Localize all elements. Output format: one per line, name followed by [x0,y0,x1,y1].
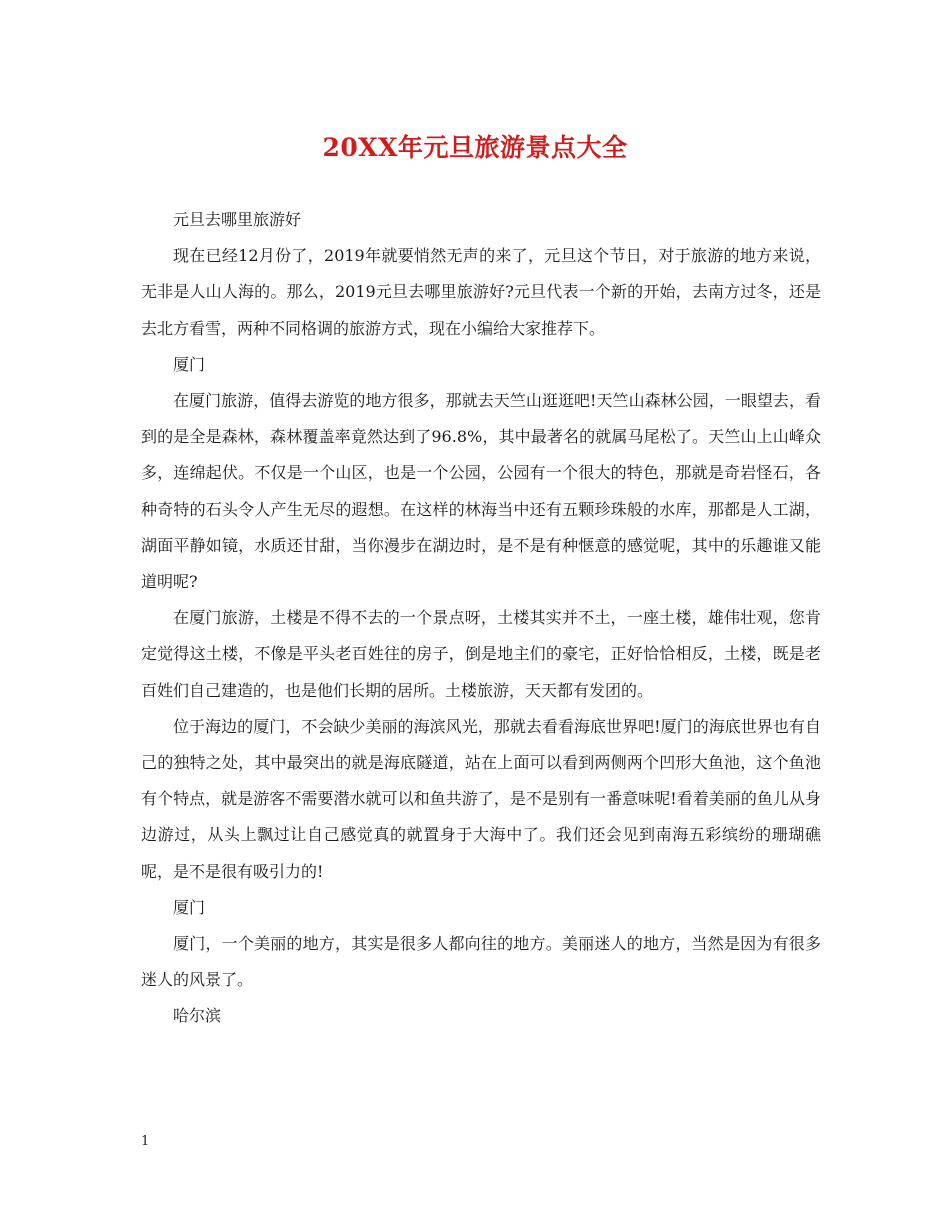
paragraph-tianzhushan: 在厦门旅游，值得去游览的地方很多，那就去天竺山逛逛吧!天竺山森林公园，一眼望去，看到的是全是森林，森林覆盖率竟然达到了96.8%，其中最著名的就属马尾松了。天竺山上山峰众多，连绵起伏。不仅是一个山区，也是一个公园，公园有一个很大的特色，那就是奇岩怪石，各种奇特的石头令人产生无尽的遐想。在这样的林海当中还有五颗珍珠般的水库，那都是人工湖，湖面平静如镜，水质还甘甜，当你漫步在湖边时，是不是有种惬意的感觉呢，其中的乐趣谁又能道明呢? [141,391,821,592]
paragraph-tulou: 在厦门旅游，土楼是不得不去的一个景点呀，土楼其实并不土，一座土楼，雄伟壮观，您肯定觉得这土楼，不像是平头老百姓往的房子，倒是地主们的豪宅，正好恰恰相反，土楼，既是老百姓们自己建造的，也是他们长期的居所。土楼旅游，天天都有发团的。 [141,608,821,700]
page-number: 1 [141,1134,150,1149]
paragraph-underwater-world: 位于海边的厦门，不会缺少美丽的海滨风光，那就去看看海底世界吧!厦门的海底世界也有自己的独特之处，其中最突出的就是海底隧道，站在上面可以看到两侧两个凹形大鱼池，这个鱼池有个特点，就是游客不需要潜水就可以和鱼共游了，是不是别有一番意味呢!看着美丽的鱼儿从身边游过，从头上飘过让自己感觉真的就置身于大海中了。我们还会见到南海五彩缤纷的珊瑚礁呢，是不是很有吸引力的! [141,716,821,881]
document-body [141,202,821,1035]
paragraph-harbin-heading: 哈尔滨 [173,1006,222,1026]
paragraph-xiamen-summary: 厦门，一个美丽的地方，其实是很多人都向往的地方。美丽迷人的地方，当然是因为有很多迷人的风景了。 [141,934,821,990]
paragraph-xiamen-heading-2: 厦门 [173,897,206,917]
paragraph-intro: 现在已经12月份了，2019年就要悄然无声的来了，元旦这个节日，对于旅游的地方来说，无非是人山人海的。那么，2019元旦去哪里旅游好?元旦代表一个新的开始，去南方过冬，还是去北方看雪，两种不同格调的旅游方式，现在小编给大家推荐下。 [141,246,821,338]
paragraph-xiamen-heading: 厦门 [173,354,206,374]
document-title: 20XX年元旦旅游景点大全 [322,133,628,162]
paragraph-intro-heading: 元旦去哪里旅游好 [173,210,302,229]
